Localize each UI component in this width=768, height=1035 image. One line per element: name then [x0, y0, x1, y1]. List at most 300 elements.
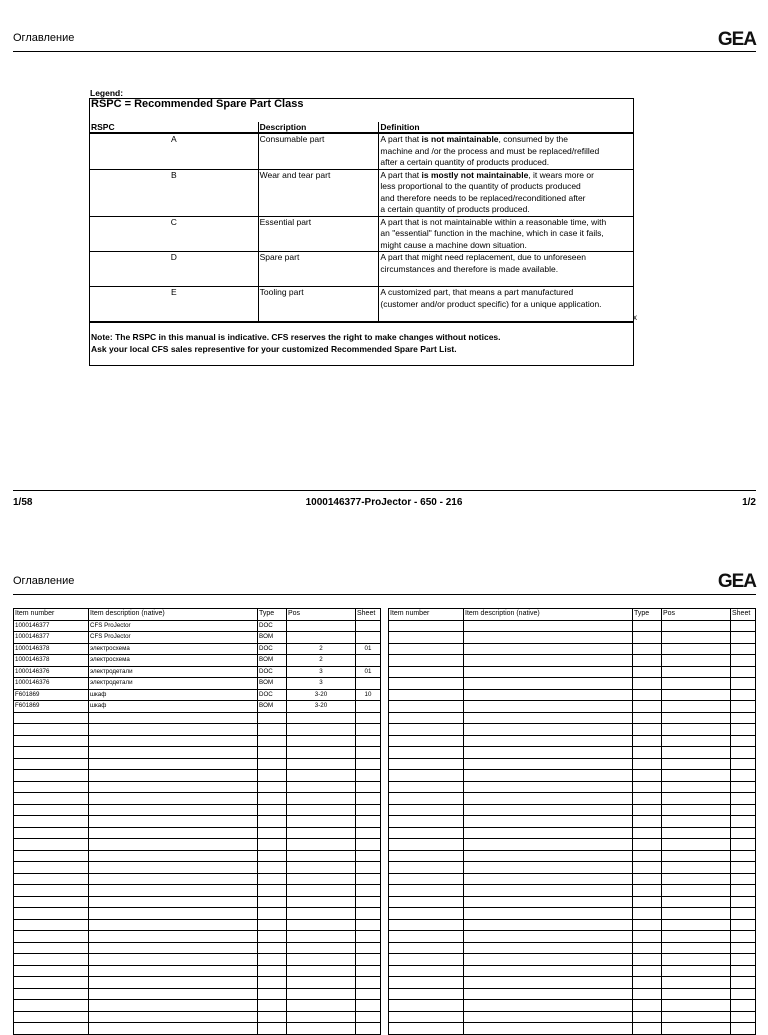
- bom-cell: [731, 896, 756, 908]
- bom-cell: [356, 712, 381, 724]
- bom-cell: [731, 643, 756, 655]
- bom-cell: [356, 735, 381, 747]
- bom-cell: [731, 1023, 756, 1035]
- bom-cell: [356, 1023, 381, 1035]
- bom-cell: [287, 758, 356, 770]
- bom-cell: [633, 896, 662, 908]
- table-row: [14, 678, 381, 690]
- bom-cell: [464, 781, 633, 793]
- bom-cell: [356, 620, 381, 632]
- table-row: [14, 977, 381, 989]
- bom-col-header: Item description (native): [464, 609, 633, 621]
- rspc-row: [90, 252, 634, 287]
- bom-cell: [633, 816, 662, 828]
- bom-cell: [633, 678, 662, 690]
- bom-cell: [464, 896, 633, 908]
- bom-cell: [258, 827, 287, 839]
- bom-cell: [356, 850, 381, 862]
- table-row: [389, 908, 756, 920]
- bom-cell: [731, 724, 756, 736]
- bom-cell: [258, 1023, 287, 1035]
- bom-cell: [389, 747, 464, 759]
- bom-cell: [633, 632, 662, 644]
- table-row: [389, 620, 756, 632]
- bom-cell: [662, 770, 731, 782]
- table-row: [389, 1011, 756, 1023]
- bom-cell: [389, 873, 464, 885]
- bom-cell: [258, 770, 287, 782]
- bom-cell: [258, 862, 287, 874]
- bom-cell: [662, 747, 731, 759]
- bom-cell: [287, 781, 356, 793]
- footer-page-number: 1/58: [13, 497, 33, 508]
- table-row: [389, 850, 756, 862]
- bom-cell: [89, 724, 258, 736]
- bom-cell: [258, 781, 287, 793]
- bom-cell: [356, 873, 381, 885]
- bom-cell: BOM: [258, 655, 287, 667]
- bom-cell: [464, 804, 633, 816]
- bom-cell: [389, 735, 464, 747]
- bom-cell: [356, 942, 381, 954]
- bom-cell: [464, 747, 633, 759]
- bom-cell: 1000146378: [14, 643, 89, 655]
- table-row: [389, 701, 756, 713]
- bom-cell: [14, 965, 89, 977]
- table-row: [389, 781, 756, 793]
- bom-cell: [258, 954, 287, 966]
- bom-cell: [356, 781, 381, 793]
- bom-cell: [464, 712, 633, 724]
- bom-cell: электродетали: [89, 666, 258, 678]
- table-row: [14, 793, 381, 805]
- bom-cell: [258, 1000, 287, 1012]
- bom-cell: [258, 988, 287, 1000]
- table-row: [389, 747, 756, 759]
- table-row: [14, 1000, 381, 1012]
- rspc-definition: A part that is not maintainable, consumed by the machine and /or the process and must be replaced/refilled after a certain quantity of products produced.: [379, 133, 634, 169]
- bom-cell: [662, 655, 731, 667]
- bom-cell: [258, 965, 287, 977]
- footer-rule: [13, 490, 756, 491]
- bom-cell: [633, 781, 662, 793]
- bom-cell: [731, 758, 756, 770]
- table-row: [14, 919, 381, 931]
- bom-cell: [287, 1023, 356, 1035]
- bom-cell: [633, 885, 662, 897]
- bom-cell: [89, 781, 258, 793]
- table-row: [389, 793, 756, 805]
- bom-cell: [89, 896, 258, 908]
- table-row: [389, 712, 756, 724]
- bom-table-right: [388, 608, 756, 1035]
- bom-cell: [287, 873, 356, 885]
- header-rule: [13, 51, 756, 52]
- bom-cell: [731, 781, 756, 793]
- bom-cell: [633, 1023, 662, 1035]
- bom-cell: [258, 758, 287, 770]
- bom-cell: [287, 804, 356, 816]
- bom-cell: [633, 793, 662, 805]
- bom-cell: [14, 816, 89, 828]
- rspc-definition: A part that is not maintainable within a reasonable time, with an "essential" function in the machine, which in case it fails, might cause a machine down situation.: [379, 216, 634, 252]
- rspc-row: [90, 169, 634, 216]
- bom-cell: [731, 620, 756, 632]
- bom-cell: [464, 655, 633, 667]
- rspc-definition: A part that is mostly not maintainable, it wears more or less proportional to the quantity of products produced and therefore needs to be replaced/reconditioned after a certain quantity of products produced.: [379, 169, 634, 216]
- bom-cell: [287, 839, 356, 851]
- bom-cell: [89, 954, 258, 966]
- bom-cell: [464, 1023, 633, 1035]
- bom-cell: [356, 885, 381, 897]
- bom-cell: [356, 793, 381, 805]
- bom-cell: [662, 643, 731, 655]
- bom-cell: [464, 885, 633, 897]
- bom-cell: [14, 919, 89, 931]
- bom-cell: [389, 781, 464, 793]
- col-header-definition: Definition: [379, 122, 634, 133]
- bom-cell: шкаф: [89, 701, 258, 713]
- bom-cell: [258, 919, 287, 931]
- bom-cell: BOM: [258, 701, 287, 713]
- bom-cell: [89, 919, 258, 931]
- bom-cell: [14, 793, 89, 805]
- bom-cell: [287, 724, 356, 736]
- bom-cell: [731, 712, 756, 724]
- bom-cell: [89, 712, 258, 724]
- bom-cell: [14, 827, 89, 839]
- bom-cell: [14, 804, 89, 816]
- bom-cell: [464, 643, 633, 655]
- bom-cell: [389, 919, 464, 931]
- bom-cell: [14, 747, 89, 759]
- bom-cell: [356, 896, 381, 908]
- bom-cell: [662, 919, 731, 931]
- bom-cell: [389, 839, 464, 851]
- table-row: [389, 896, 756, 908]
- table-row: [14, 632, 381, 644]
- bom-cell: [633, 747, 662, 759]
- rspc-description: Essential part: [258, 216, 379, 252]
- bom-cell: [356, 701, 381, 713]
- table-row: [14, 770, 381, 782]
- table-row: [389, 666, 756, 678]
- table-row: [389, 632, 756, 644]
- bom-cell: [389, 620, 464, 632]
- table-row: [14, 954, 381, 966]
- bom-cell: [356, 724, 381, 736]
- table-row: [389, 988, 756, 1000]
- rspc-class: A: [90, 133, 259, 169]
- rspc-row: [90, 287, 634, 322]
- bom-cell: [633, 689, 662, 701]
- bom-cell: [731, 770, 756, 782]
- table-row: [389, 965, 756, 977]
- bom-cell: [633, 965, 662, 977]
- bom-cell: [258, 896, 287, 908]
- bom-cell: [389, 804, 464, 816]
- bom-cell: [89, 908, 258, 920]
- bom-cell: [464, 689, 633, 701]
- bom-cell: [731, 931, 756, 943]
- bom-cell: [389, 885, 464, 897]
- footer-document-id: 1000146377-ProJector - 650 - 216: [305, 497, 463, 508]
- bom-cell: [662, 816, 731, 828]
- bom-cell: [287, 1000, 356, 1012]
- bom-cell: [633, 850, 662, 862]
- table-row: [14, 735, 381, 747]
- bom-cell: [731, 850, 756, 862]
- bom-cell: DOC: [258, 666, 287, 678]
- bom-cell: [89, 793, 258, 805]
- bom-cell: [89, 885, 258, 897]
- bom-col-header: Pos: [287, 609, 356, 621]
- bom-cell: [389, 712, 464, 724]
- bom-cell: [287, 977, 356, 989]
- bom-cell: [287, 793, 356, 805]
- table-row: [389, 655, 756, 667]
- bom-cell: [89, 977, 258, 989]
- bom-cell: 3: [287, 666, 356, 678]
- bom-cell: [14, 1011, 89, 1023]
- table-row: [14, 747, 381, 759]
- bom-cell: [389, 977, 464, 989]
- bom-cell: [389, 724, 464, 736]
- rspc-class: E: [90, 287, 259, 322]
- bom-cell: [389, 1000, 464, 1012]
- bom-header-row: [14, 609, 381, 621]
- bom-cell: [14, 908, 89, 920]
- bom-cell: [258, 885, 287, 897]
- table-row: [14, 655, 381, 667]
- table-row: [389, 873, 756, 885]
- bom-cell: [731, 954, 756, 966]
- table-row: [14, 643, 381, 655]
- table-row: [14, 804, 381, 816]
- bom-cell: [389, 643, 464, 655]
- bom-cell: [464, 908, 633, 920]
- rspc-description: Consumable part: [258, 133, 379, 169]
- bom-cell: [662, 666, 731, 678]
- bom-cell: CFS ProJector: [89, 620, 258, 632]
- bom-col-header: Type: [258, 609, 287, 621]
- bom-cell: [464, 758, 633, 770]
- bom-cell: [662, 781, 731, 793]
- legend-label: Legend:: [90, 88, 124, 98]
- bom-cell: [731, 632, 756, 644]
- table-row: [14, 942, 381, 954]
- bom-cell: [633, 666, 662, 678]
- bom-cell: [662, 988, 731, 1000]
- bom-cell: [389, 689, 464, 701]
- bom-cell: [662, 1011, 731, 1023]
- bom-cell: [356, 977, 381, 989]
- bom-cell: [287, 862, 356, 874]
- bom-cell: [89, 1011, 258, 1023]
- bom-cell: [356, 655, 381, 667]
- rspc-class: B: [90, 169, 259, 216]
- bom-cell: [662, 931, 731, 943]
- footer-sheet-number: 1/2: [742, 497, 756, 508]
- bom-cell: 1000146376: [14, 666, 89, 678]
- bom-cell: [356, 632, 381, 644]
- bom-cell: 3: [287, 678, 356, 690]
- bom-cell: [14, 988, 89, 1000]
- bom-cell: [14, 977, 89, 989]
- bom-cell: [389, 770, 464, 782]
- bom-cell: [356, 954, 381, 966]
- bom-cell: [287, 770, 356, 782]
- table-row: [389, 758, 756, 770]
- rspc-table-title: RSPC = Recommended Spare Part Class: [90, 99, 634, 123]
- bom-cell: [356, 919, 381, 931]
- table-row: [389, 977, 756, 989]
- bom-cell: [633, 988, 662, 1000]
- bom-header-row: [389, 609, 756, 621]
- bom-cell: 1000146377: [14, 620, 89, 632]
- bom-cell: электросхема: [89, 655, 258, 667]
- bom-cell: [389, 816, 464, 828]
- bom-cell: [731, 988, 756, 1000]
- bom-table-left: [13, 608, 381, 1035]
- bom-cell: [258, 816, 287, 828]
- table-row: [389, 827, 756, 839]
- bom-cell: [633, 804, 662, 816]
- bom-cell: [464, 862, 633, 874]
- table-row: [14, 988, 381, 1000]
- bom-cell: [258, 977, 287, 989]
- bom-cell: [89, 965, 258, 977]
- bom-cell: [662, 735, 731, 747]
- bom-cell: [662, 758, 731, 770]
- bom-cell: [356, 908, 381, 920]
- bom-col-header: Item description (native): [89, 609, 258, 621]
- table-row: [389, 862, 756, 874]
- bom-cell: [633, 712, 662, 724]
- bom-cell: [14, 954, 89, 966]
- bom-cell: 01: [356, 666, 381, 678]
- bom-cell: [89, 942, 258, 954]
- bom-cell: [389, 942, 464, 954]
- bom-cell: [89, 873, 258, 885]
- table-row: [389, 724, 756, 736]
- bom-cell: [89, 931, 258, 943]
- margin-mark: x: [633, 313, 637, 322]
- bom-cell: [389, 632, 464, 644]
- header-rule-2: [13, 594, 756, 595]
- rspc-note: [90, 322, 634, 366]
- bom-cell: [464, 873, 633, 885]
- bom-cell: [258, 793, 287, 805]
- bom-cell: [258, 931, 287, 943]
- col-header-description: Description: [258, 122, 379, 133]
- bom-cell: [662, 827, 731, 839]
- bom-cell: [89, 758, 258, 770]
- bom-cell: [464, 977, 633, 989]
- bom-cell: [731, 701, 756, 713]
- bom-cell: [633, 620, 662, 632]
- bom-cell: [662, 701, 731, 713]
- table-row: [14, 873, 381, 885]
- note-line-1: Note: The RSPC in this manual is indicative. CFS reserves the right to make changes without notices.: [91, 332, 501, 342]
- bom-cell: [464, 827, 633, 839]
- table-row: [14, 908, 381, 920]
- bom-cell: [14, 850, 89, 862]
- bom-cell: [662, 885, 731, 897]
- table-row: [14, 724, 381, 736]
- rspc-description: Wear and tear part: [258, 169, 379, 216]
- table-row: [14, 620, 381, 632]
- bom-cell: [356, 747, 381, 759]
- bom-cell: [464, 919, 633, 931]
- bom-cell: [89, 988, 258, 1000]
- bom-cell: [14, 1000, 89, 1012]
- bom-cell: [633, 758, 662, 770]
- bom-cell: 3-20: [287, 689, 356, 701]
- bom-col-header: Item number: [389, 609, 464, 621]
- bom-cell: [14, 873, 89, 885]
- bom-cell: [731, 793, 756, 805]
- table-row: [14, 689, 381, 701]
- bom-cell: [89, 850, 258, 862]
- bom-cell: [89, 839, 258, 851]
- bom-cell: [287, 1011, 356, 1023]
- bom-cell: DOC: [258, 620, 287, 632]
- bom-cell: [356, 1000, 381, 1012]
- bom-cell: [633, 862, 662, 874]
- table-row: [14, 1023, 381, 1035]
- table-row: [389, 1023, 756, 1035]
- bom-cell: [731, 666, 756, 678]
- bom-cell: F601869: [14, 701, 89, 713]
- bom-cell: [464, 965, 633, 977]
- bom-cell: [287, 908, 356, 920]
- bom-cell: [464, 724, 633, 736]
- bom-cell: [287, 896, 356, 908]
- table-row: [389, 1000, 756, 1012]
- bom-cell: [662, 620, 731, 632]
- rspc-definition: A part that might need replacement, due to unforeseen circumstances and therefore is made available.: [379, 252, 634, 287]
- table-row: [389, 839, 756, 851]
- bom-cell: [389, 758, 464, 770]
- bom-cell: [287, 988, 356, 1000]
- bom-col-header: Sheet: [356, 609, 381, 621]
- table-row: [389, 919, 756, 931]
- bom-cell: [258, 747, 287, 759]
- bom-cell: [731, 839, 756, 851]
- bom-cell: [389, 988, 464, 1000]
- bom-cell: [89, 770, 258, 782]
- bom-cell: [464, 735, 633, 747]
- bom-cell: [287, 827, 356, 839]
- table-row: [14, 827, 381, 839]
- table-row: [14, 1011, 381, 1023]
- bom-cell: электродетали: [89, 678, 258, 690]
- bom-cell: [287, 942, 356, 954]
- bom-cell: [258, 735, 287, 747]
- bom-cell: [464, 850, 633, 862]
- bom-cell: [464, 666, 633, 678]
- table-row: [14, 781, 381, 793]
- bom-cell: [14, 862, 89, 874]
- table-row: [14, 850, 381, 862]
- table-row: [389, 735, 756, 747]
- bom-cell: [633, 701, 662, 713]
- bom-cell: [633, 1011, 662, 1023]
- table-row: [389, 816, 756, 828]
- note-line-2: Ask your local CFS sales representive for your customized Recommended Spare Part List.: [91, 343, 457, 354]
- bom-cell: [258, 804, 287, 816]
